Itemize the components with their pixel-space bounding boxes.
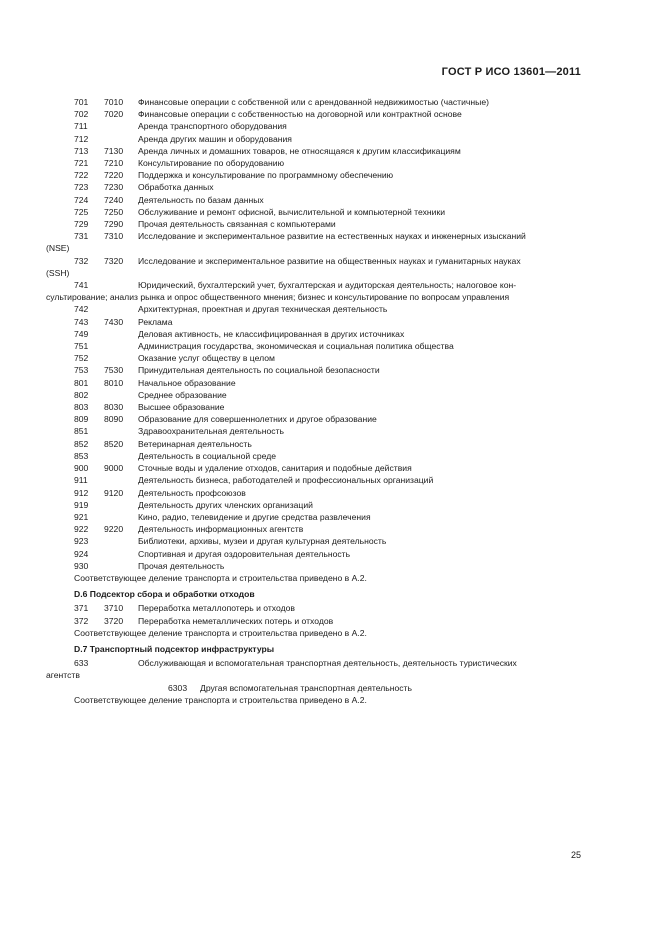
code-isic: 741 bbox=[74, 280, 89, 291]
entry-text: Кино, радио, телевидение и другие средства развлечения bbox=[138, 511, 371, 522]
code-isic: 732 bbox=[74, 255, 89, 266]
code-isic: 911 bbox=[74, 475, 88, 486]
entry-text: Начальное образование bbox=[138, 377, 236, 388]
code-isic: 753 bbox=[74, 365, 89, 376]
code-isic: 752 bbox=[74, 353, 89, 364]
code-isic: 743 bbox=[74, 316, 89, 327]
code-nace: 8030 bbox=[104, 402, 124, 413]
code-nace: 8520 bbox=[104, 438, 124, 449]
code-nace: 3710 bbox=[104, 603, 124, 614]
entry-continuation: агентств bbox=[46, 670, 80, 681]
code-nace bbox=[104, 450, 138, 462]
code-isic: 633 bbox=[74, 658, 89, 669]
code-nace: 7020 bbox=[104, 109, 124, 120]
list-item bbox=[46, 352, 586, 364]
list-item bbox=[46, 548, 586, 560]
entry-text: Деятельность в социальной среде bbox=[138, 450, 276, 461]
list-item bbox=[46, 615, 586, 627]
list-item bbox=[46, 364, 586, 376]
transport-note: Соответствующее деление транспорта и строительства приведено в А.2. bbox=[74, 627, 367, 638]
code-isic: 372 bbox=[74, 615, 89, 626]
code-nace bbox=[104, 328, 138, 340]
entry-continuation: (NSE) bbox=[46, 243, 70, 254]
entry-text: Переработка металлопотерь и отходов bbox=[138, 603, 295, 614]
list-item bbox=[46, 340, 586, 352]
list-item bbox=[46, 194, 586, 206]
code-nace: 6303 bbox=[168, 682, 188, 693]
page-number: 25 bbox=[570, 850, 581, 860]
code-nace: 7310 bbox=[104, 231, 124, 242]
list-item bbox=[46, 560, 586, 572]
code-nace: 3720 bbox=[104, 615, 124, 626]
list-item bbox=[46, 511, 586, 523]
entry-text: Деятельность информационных агентств bbox=[138, 524, 304, 535]
list-item bbox=[46, 108, 586, 120]
list-item bbox=[46, 499, 586, 511]
sub-entry-6303 bbox=[46, 682, 586, 694]
code-nace: 7320 bbox=[104, 255, 124, 266]
code-nace: 7010 bbox=[104, 97, 124, 107]
section-heading-d7: D.7 Транспортный подсектор инфраструктуры bbox=[74, 643, 275, 654]
entry-text: Поддержка и консультирование по программному обеспечению bbox=[138, 170, 394, 181]
code-isic: 729 bbox=[74, 219, 89, 230]
code-isic: 723 bbox=[74, 182, 89, 193]
code-nace bbox=[104, 511, 138, 523]
code-isic: 851 bbox=[74, 426, 89, 437]
code-nace: 7130 bbox=[104, 145, 124, 156]
entry-continuation: (SSH) bbox=[46, 267, 70, 278]
entry-text: Финансовые операции с собственной или с арендованной недвижимостью (частичные) bbox=[138, 97, 489, 107]
entry-text: Аренда личных и домашних товаров, не относящаяся к другим классификациям bbox=[138, 145, 461, 156]
code-isic: 713 bbox=[74, 145, 89, 156]
code-nace: 7240 bbox=[104, 194, 124, 205]
code-isic: 921 bbox=[74, 511, 89, 522]
code-nace: 7290 bbox=[104, 219, 124, 230]
code-nace: 7430 bbox=[104, 316, 124, 327]
wrapped-entry-741 bbox=[46, 279, 586, 303]
code-isic: 802 bbox=[74, 389, 89, 400]
list-item bbox=[46, 120, 586, 132]
entry-text: Спортивная и другая оздоровительная деятельность bbox=[138, 548, 351, 559]
entry-text: Администрация государства, экономическая и социальная политика общества bbox=[138, 341, 454, 352]
code-nace: 7530 bbox=[104, 365, 124, 376]
wrapped-entry-633 bbox=[46, 657, 586, 681]
entry-text: Среднее образование bbox=[138, 389, 227, 400]
list-item bbox=[46, 169, 586, 181]
wrapped-entry-731 bbox=[46, 230, 586, 254]
code-isic: 852 bbox=[74, 438, 89, 449]
code-isic: 809 bbox=[74, 414, 89, 425]
entry-text: Аренда других машин и оборудования bbox=[138, 133, 292, 144]
entry-text: Деятельность по базам данных bbox=[138, 194, 264, 205]
list-item bbox=[46, 450, 586, 462]
entry-text: Исследование и экспериментальное развитие на общественных науках и гуманитарных науках bbox=[138, 255, 521, 266]
list-item bbox=[46, 523, 586, 535]
list-item bbox=[46, 218, 586, 230]
code-isic: 742 bbox=[74, 304, 89, 315]
code-isic: 930 bbox=[74, 560, 89, 571]
code-isic: 912 bbox=[74, 487, 89, 498]
list-item bbox=[46, 401, 586, 413]
entry-text: Юридический, бухгалтерский учет, бухгалтерская и аудиторская деятельность; налоговое кон- bbox=[138, 280, 517, 291]
code-nace: 9120 bbox=[104, 487, 124, 498]
code-isic: 924 bbox=[74, 548, 89, 559]
list-item bbox=[46, 133, 586, 145]
entry-text: Деловая активность, не классифицированная в других источниках bbox=[138, 328, 405, 339]
code-nace: 9220 bbox=[104, 524, 124, 535]
list-item bbox=[46, 602, 586, 614]
entry-text: Ветеринарная деятельность bbox=[138, 438, 252, 449]
list-item bbox=[46, 389, 586, 401]
code-isic: 725 bbox=[74, 206, 89, 217]
entry-text: Деятельность бизнеса, работодателей и профессиональных организаций bbox=[138, 475, 434, 486]
rows-group-c bbox=[46, 602, 586, 626]
list-item bbox=[46, 206, 586, 218]
code-isic: 900 bbox=[74, 463, 89, 474]
entry-text: Обработка данных bbox=[138, 182, 214, 193]
list-item bbox=[46, 157, 586, 169]
list-item bbox=[46, 474, 586, 486]
entry-text: Деятельность других членских организаций bbox=[138, 499, 313, 510]
section-heading-d6: D.6 Подсектор сбора и обработки отходов bbox=[74, 589, 255, 600]
list-item bbox=[46, 328, 586, 340]
code-isic: 803 bbox=[74, 402, 89, 413]
code-nace: 7210 bbox=[104, 158, 124, 169]
wrapped-entry-732 bbox=[46, 255, 586, 279]
entry-text: Сточные воды и удаление отходов, санитария и подобные действия bbox=[138, 463, 412, 474]
entry-text: Реклама bbox=[138, 316, 173, 327]
code-isic: 712 bbox=[74, 133, 89, 144]
code-isic: 853 bbox=[74, 450, 89, 461]
entry-text: Высшее образование bbox=[138, 402, 225, 413]
entry-text: Обслуживающая и вспомогательная транспортная деятельность, деятельность туристических bbox=[138, 658, 517, 669]
code-nace bbox=[104, 389, 138, 401]
code-isic: 701 bbox=[74, 97, 89, 107]
code-nace bbox=[104, 120, 138, 132]
code-nace bbox=[104, 499, 138, 511]
list-item bbox=[46, 96, 586, 108]
code-isic: 922 bbox=[74, 524, 89, 535]
document-header: ГОСТ Р ИСО 13601—2011 bbox=[441, 66, 581, 78]
code-nace: 7230 bbox=[104, 182, 124, 193]
entry-text: Деятельность профсоюзов bbox=[138, 487, 246, 498]
entry-text: Прочая деятельность bbox=[138, 560, 225, 571]
code-nace bbox=[104, 133, 138, 145]
entry-text: Финансовые операции с собственностью на договорной или контрактной основе bbox=[138, 109, 462, 120]
code-nace: 8010 bbox=[104, 377, 124, 388]
code-nace: 7220 bbox=[104, 170, 124, 181]
code-isic: 749 bbox=[74, 328, 89, 339]
code-isic: 923 bbox=[74, 536, 89, 547]
code-isic: 371 bbox=[74, 603, 89, 614]
rows-group-b bbox=[46, 303, 586, 571]
code-nace bbox=[104, 474, 138, 486]
entry-text: Прочая деятельность связанная с компьютерами bbox=[138, 219, 336, 230]
transport-note: Соответствующее деление транспорта и строительства приведено в А.2. bbox=[74, 572, 367, 583]
entry-text: Аренда транспортного оборудования bbox=[138, 121, 287, 132]
code-nace bbox=[104, 560, 138, 572]
list-item bbox=[46, 377, 586, 389]
entry-text: Архитектурная, проектная и другая техническая деятельность bbox=[138, 304, 388, 315]
code-nace bbox=[104, 425, 138, 437]
code-nace bbox=[104, 548, 138, 560]
entry-text: Библиотеки, архивы, музеи и другая культурная деятельность bbox=[138, 536, 387, 547]
list-item bbox=[46, 303, 586, 315]
list-item bbox=[46, 438, 586, 450]
rows-group-a bbox=[46, 96, 586, 230]
entry-text: Принудительная деятельность по социальной безопасности bbox=[138, 365, 380, 376]
code-isic: 722 bbox=[74, 170, 89, 181]
entry-text: Здравоохранительная деятельность bbox=[138, 426, 284, 437]
code-nace: 8090 bbox=[104, 414, 124, 425]
code-isic: 731 bbox=[74, 231, 89, 242]
entry-text: Другая вспомогательная транспортная деятельность bbox=[200, 682, 412, 693]
code-nace bbox=[104, 352, 138, 364]
code-nace: 9000 bbox=[104, 463, 124, 474]
entry-text: Консультирование по оборудованию bbox=[138, 158, 285, 169]
code-isic: 801 bbox=[74, 377, 89, 388]
entry-text: Переработка неметаллических потерь и отходов bbox=[138, 615, 334, 626]
list-item bbox=[46, 425, 586, 437]
list-item bbox=[46, 181, 586, 193]
transport-note: Соответствующее деление транспорта и строительства приведено в А.2. bbox=[74, 694, 367, 705]
entry-text: Исследование и экспериментальное развитие на естественных науках и инженерных изысканий bbox=[138, 231, 526, 242]
code-isic: 711 bbox=[74, 121, 88, 132]
entry-text: Образование для совершеннолетних и другое образование bbox=[138, 414, 377, 425]
code-nace: 7250 bbox=[104, 206, 124, 217]
code-isic: 724 bbox=[74, 194, 89, 205]
entry-text: Обслуживание и ремонт офисной, вычислительной и компьютерной техники bbox=[138, 206, 446, 217]
entry-continuation: сультирование; анализ рынка и опрос общественного мнения; бизнес и консультирование по вопросам управления bbox=[46, 292, 510, 303]
list-item bbox=[46, 462, 586, 474]
entry-text: Оказание услуг обществу в целом bbox=[138, 353, 275, 364]
code-nace bbox=[104, 303, 138, 315]
code-isic: 721 bbox=[74, 158, 89, 169]
code-isic: 919 bbox=[74, 499, 89, 510]
code-isic: 702 bbox=[74, 109, 89, 120]
list-item bbox=[46, 413, 586, 425]
code-nace bbox=[104, 535, 138, 547]
code-nace bbox=[104, 340, 138, 352]
classification-list bbox=[46, 96, 586, 706]
code-isic: 751 bbox=[74, 341, 89, 352]
list-item bbox=[46, 535, 586, 547]
list-item bbox=[46, 145, 586, 157]
list-item bbox=[46, 487, 586, 499]
list-item bbox=[46, 316, 586, 328]
